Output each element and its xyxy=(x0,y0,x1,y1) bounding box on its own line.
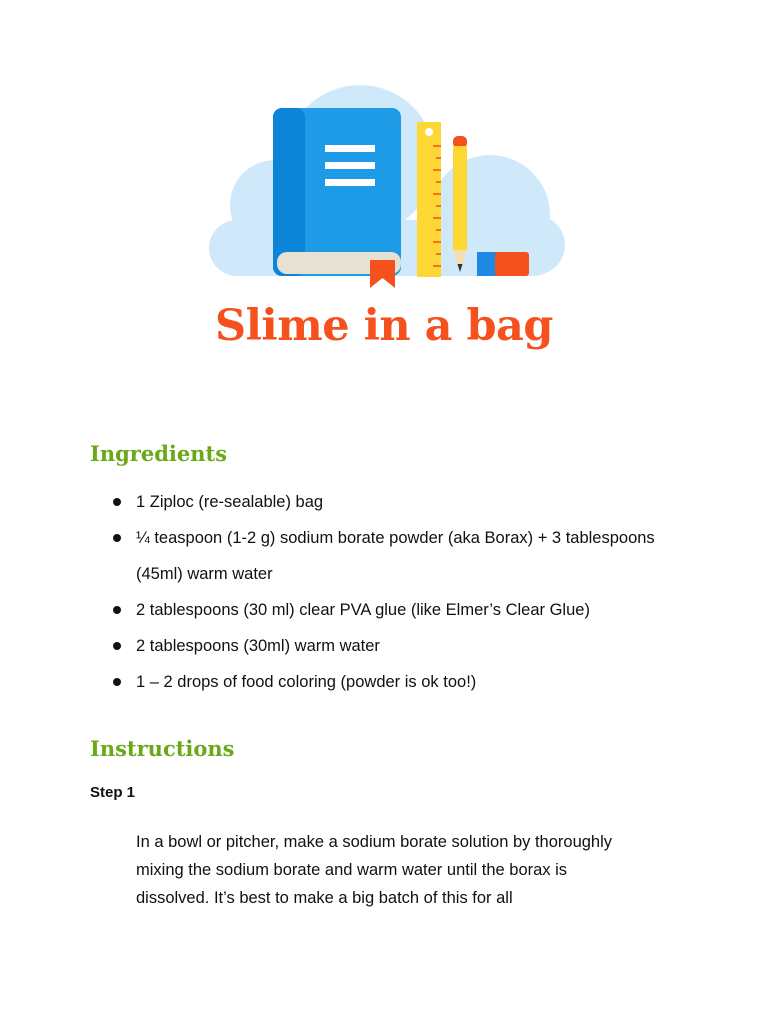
list-item xyxy=(110,592,670,628)
step-label: Step 1 xyxy=(90,784,136,801)
step-text: In a bowl or pitcher, make a sodium borate solution by thoroughly mixing the sodium borate and warm water until the borax is dissolved. It’s best to make a big batch of this for all xyxy=(136,833,613,907)
list-item xyxy=(110,628,670,664)
book-icon xyxy=(273,108,401,288)
list-item xyxy=(110,520,670,592)
ingredient-text: 2 tablespoons (30 ml) clear PVA glue (like Elmer’s Clear Glue) xyxy=(136,601,590,619)
hero-illustration xyxy=(205,80,565,290)
page-title: Slime in a bag xyxy=(215,301,553,351)
instructions-heading: Instructions xyxy=(90,736,235,761)
eraser-icon xyxy=(477,252,529,276)
ingredient-text: ¼ teaspoon (1-2 g) sodium borate powder (aka Borax) + 3 tablespoons (45ml) warm water xyxy=(136,529,655,583)
ruler-icon xyxy=(417,122,441,277)
bookmark-icon xyxy=(370,260,395,288)
bullet-icon xyxy=(113,534,121,542)
ingredient-text: 1 – 2 drops of food coloring (powder is ok too!) xyxy=(136,673,477,691)
bullet-icon xyxy=(113,642,121,650)
bullet-icon xyxy=(113,678,121,686)
list-item xyxy=(110,664,670,700)
bullet-icon xyxy=(113,498,121,506)
list-item xyxy=(110,484,670,520)
ingredient-text: 2 tablespoons (30ml) warm water xyxy=(136,637,380,655)
bullet-icon xyxy=(113,606,121,614)
pencil-icon xyxy=(453,136,467,272)
ingredient-text: 1 Ziploc (re-sealable) bag xyxy=(136,493,324,511)
ingredients-heading: Ingredients xyxy=(90,441,228,466)
ingredient-list xyxy=(110,484,670,700)
